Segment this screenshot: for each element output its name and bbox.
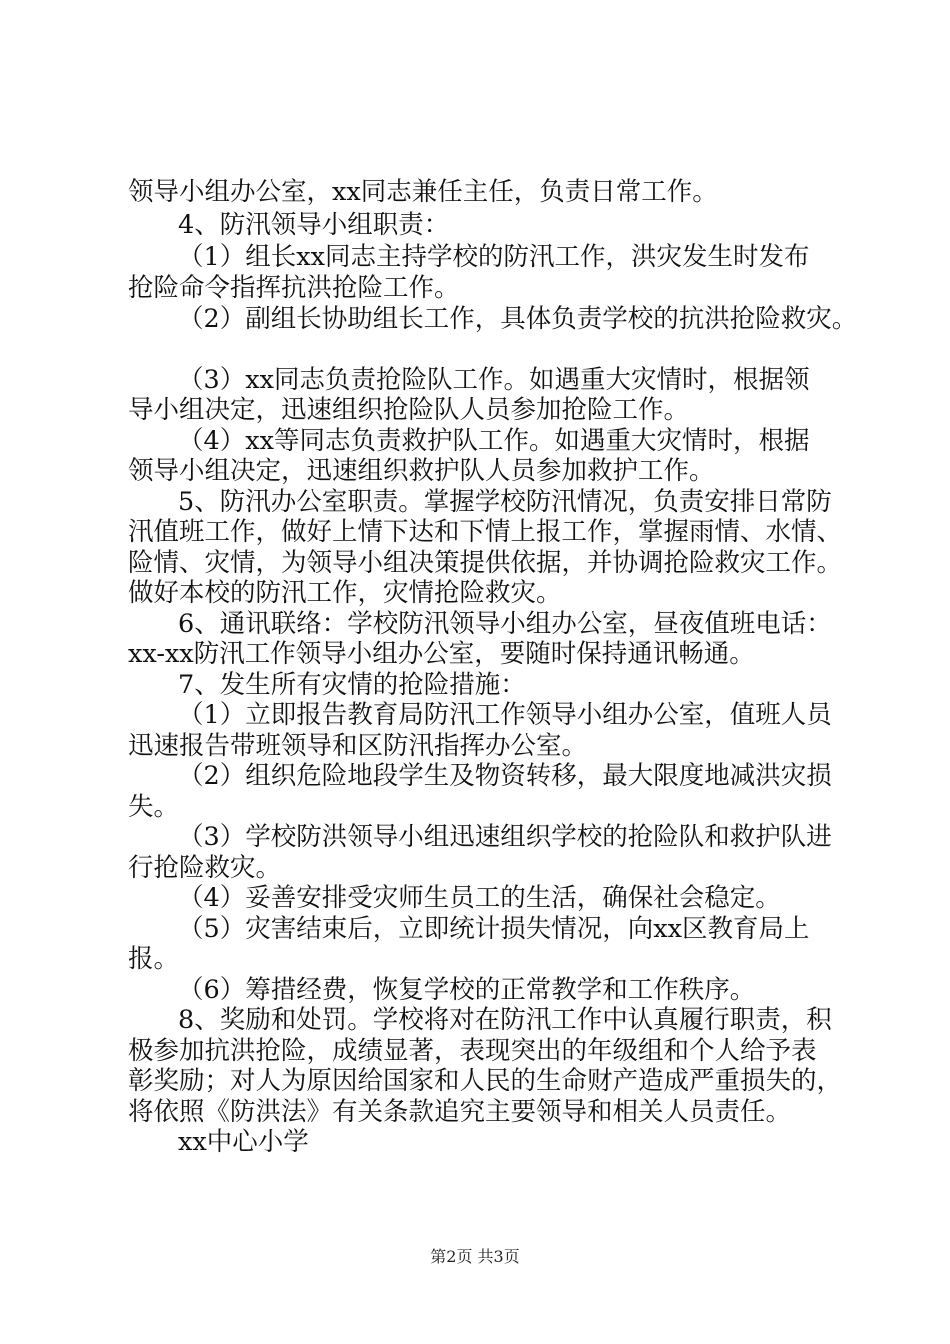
text-line: 彰奖励；对人为原因给国家和人民的生命财产造成严重损失的，: [128, 1066, 843, 1096]
text-line: （6）筹措经费，恢复学校的正常教学和工作秩序。: [178, 975, 756, 1005]
text-line: （4）妥善安排受灾师生员工的生活，确保社会稳定。: [178, 883, 781, 913]
section-heading: 7、发生所有灾情的抢险措施：: [178, 670, 526, 700]
page-footer: [0, 1247, 950, 1267]
section-heading: 6、通讯联络：学校防汛领导小组办公室，昼夜值班电话：: [178, 609, 832, 639]
text-line: 领导小组决定，迅速组织救护队人员参加救护工作。: [128, 456, 715, 486]
text-line: （3）xx同志负责抢险队工作。如遇重大灾情时，根据领: [178, 365, 810, 395]
section-heading: 8、奖励和处罚。学校将对在防汛工作中认真履行职责，积: [178, 1005, 832, 1035]
page-number: 第2页 共3页: [430, 1247, 520, 1266]
text-line: 险情、灾情，为领导小组决策提供依据，并协调抢险救灾工作。: [128, 548, 843, 578]
section-heading: 5、防汛办公室职责。掌握学校防汛情况，负责安排日常防: [178, 487, 832, 517]
text-line: （2）组织危险地段学生及物资转移，最大限度地减洪灾损: [178, 761, 832, 791]
section-heading: 4、防汛领导小组职责：: [178, 210, 450, 240]
text-line: （1）立即报告教育局防汛工作领导小组办公室，值班人员: [178, 700, 832, 730]
text-line: 失。: [128, 792, 180, 822]
text-line: （2）副组长协助组长工作，具体负责学校的抗洪抢险救灾。: [178, 304, 858, 334]
signature-line: xx中心小学: [178, 1127, 309, 1157]
text-line: 行抢险救灾。: [128, 853, 282, 883]
text-line: 迅速报告带班领导和区防汛指挥办公室。: [128, 731, 588, 761]
text-line: xx-xx防汛工作领导小组办公室，要随时保持通讯畅通。: [128, 639, 755, 669]
text-line: （4）xx等同志负责救护队工作。如遇重大灾情时，根据: [178, 426, 810, 456]
text-line: 汛值班工作，做好上情下达和下情上报工作，掌握雨情、水情、: [128, 517, 843, 547]
text-line: 报。: [128, 944, 180, 974]
text-line: （1）组长xx同志主持学校的防汛工作，洪灾发生时发布: [178, 242, 810, 272]
text-line: 做好本校的防汛工作，灾情抢险救灾。: [128, 578, 562, 608]
text-line: 领导小组办公室，xx同志兼任主任，负责日常工作。: [128, 177, 718, 207]
text-line: （5）灾害结束后，立即统计损失情况，向xx区教育局上: [178, 914, 810, 944]
text-line: （3）学校防洪领导小组迅速组织学校的抢险队和救护队进: [178, 822, 832, 852]
text-line: 抢险命令指挥抗洪抢险工作。: [128, 273, 460, 303]
text-line: 将依照《防洪法》有关条款追究主要领导和相关人员责任。: [128, 1097, 792, 1127]
text-line: 极参加抗洪抢险，成绩显著，表现突出的年级组和个人给予表: [128, 1036, 817, 1066]
text-line: 导小组决定，迅速组织抢险队人员参加抢险工作。: [128, 395, 690, 425]
